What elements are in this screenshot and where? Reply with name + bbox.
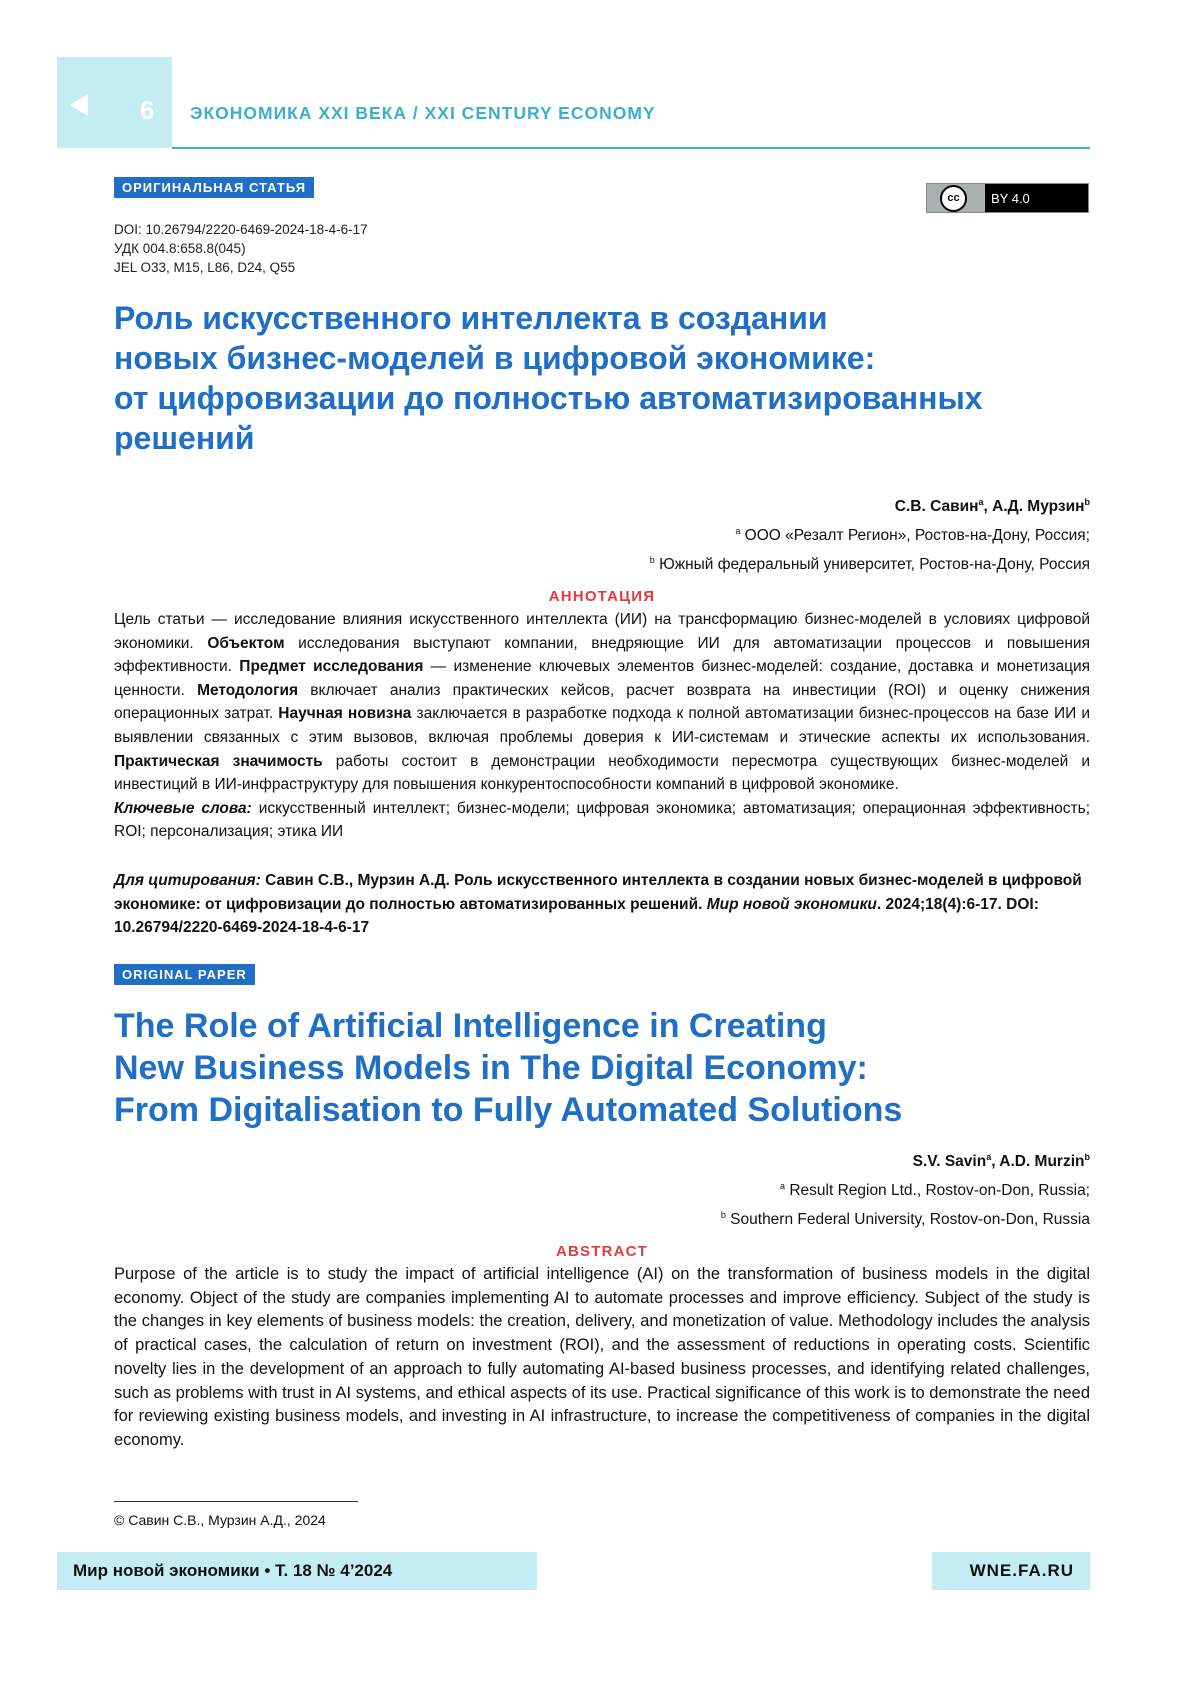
title-en	[114, 1005, 1104, 1131]
header-rule	[172, 147, 1090, 149]
title-en-line: From Digitalisation to Fully Automated Solutions	[114, 1091, 903, 1129]
authors-ru: С.В. Савин$^a$, А.Д. Мурзин$^b$	[894, 497, 1090, 516]
title-en-line: The Role of Artificial Intelligence in Creating	[114, 1007, 827, 1045]
article-type-tag-en: ORIGINAL PAPER	[114, 964, 255, 985]
abstract-ru-text: Цель статьи — исследование влияния искусственного интеллекта (ИИ) на трансформацию бизнес-моделей в условиях цифровой экономики. Объектом исследования выступают компании, внедряющие ИИ для автоматизации процессов и повышения эффективности. Предмет исследования — изменение ключевых элементов бизнес-моделей: создание, доставка и монетизация ценности. Методология включает анализ практических кейсов, расчет возврата на инвестиции (ROI) и оценку снижения операционных затрат. Научная новизна заключается в разработке подхода к полной автоматизации бизнес-процессов на базе ИИ и выявлении связанных с этим вызовов, включая проблемы доверия к ИИ-системам и этические аспекты их использования. Практическая значимость работы состоит в демонстрации необходимости пересмотра существующих бизнес-моделей и инвестиций в ИИ-инфраструктуру для повышения конкурентоспособности компаний в цифровой экономике.	[114, 611, 1091, 794]
journal-title: ЭКОНОМИКА XXI ВЕКА / XXI CENTURY ECONOMY	[190, 103, 656, 123]
cc-license-label: BY 4.0	[991, 191, 1030, 206]
footer-site-link[interactable]: WNE.FA.RU	[969, 1561, 1074, 1580]
footer-issue: Мир новой экономики • Т. 18 № 4’2024	[73, 1561, 393, 1580]
article-type-tag-ru: ОРИГИНАЛЬНАЯ СТАТЬЯ	[114, 177, 314, 198]
affiliation-a-en: $^a$ Result Region Ltd., Rostov-on-Don, Russia;	[780, 1181, 1090, 1200]
title-ru	[114, 298, 1104, 458]
cc-icon: cc	[940, 185, 967, 212]
citation-ru: Для цитирования: Савин С.В., Мурзин А.Д. Роль искусственного интеллекта в создании новых бизнес-моделей в цифровой экономике: от цифровизации до полностью автоматизированных решений. Мир новой экономики. 2024;18(4):6-17. DOI: 10.26794/2220-6469-2024-18-4-6-17	[114, 872, 1082, 937]
title-ru-line: Роль искусственного интеллекта в создании	[114, 300, 828, 336]
doi: DOI: 10.26794/2220-6469-2024-18-4-6-17	[114, 222, 368, 237]
article-meta	[114, 220, 368, 277]
copyright: © Савин С.В., Мурзин А.Д., 2024	[114, 1512, 326, 1528]
footnote-rule	[114, 1501, 358, 1502]
abstract-heading-ru: АННОТАЦИЯ	[548, 588, 656, 605]
keywords-ru: Ключевые слова: искусственный интеллект; бизнес-модели; цифровая экономика; автоматизация; операционная эффективность; ROI; персонализация; этика ИИ	[114, 799, 1091, 841]
title-ru-line: от цифровизации до полностью автоматизированных	[114, 380, 983, 416]
back-arrow-icon[interactable]	[70, 94, 88, 116]
abstract-en: Purpose of the article is to study the impact of artificial intelligence (AI) on the transformation of business models in the digital economy. Object of the study are companies implementing AI to automate processes and improve efficiency. Subject of the study is the changes in key elements of business models: the creation, delivery, and monetization of value. Methodology includes the analysis of practical cases, the calculation of return on investment (ROI), and the assessment of reductions in operating costs. Scientific novelty lies in the development of an approach to fully automating AI-based business processes, and identifying related challenges, such as problems with trust in AI systems, and ethical aspects of its use. Practical significance of this work is to demonstrate the need for reviewing existing business models, and investing in AI infrastructure, to increase the competitiveness of companies in the digital economy.	[114, 1265, 1090, 1449]
footer-journal-bar	[57, 1552, 537, 1590]
title-ru-line: новых бизнес-моделей в цифровой экономике:	[114, 340, 876, 376]
jel: JEL O33, M15, L86, D24, Q55	[114, 260, 296, 275]
title-en-line: New Business Models in The Digital Economy:	[114, 1049, 868, 1087]
cc-license-badge[interactable]	[926, 183, 1089, 213]
abstract-ru	[114, 608, 1090, 844]
title-ru-line: решений	[114, 420, 255, 456]
authors-en: S.V. Savin$^a$, A.D. Murzin$^b$	[912, 1152, 1090, 1171]
page-number: 6	[140, 95, 155, 125]
cc-badge-left	[927, 184, 985, 212]
affiliation-b-ru: $^b$ Южный федеральный университет, Ростов-на-Дону, Россия	[649, 555, 1090, 574]
footer-site-bar[interactable]	[932, 1552, 1090, 1590]
affiliation-b-en: $^b$ Southern Federal University, Rostov-on-Don, Russia	[720, 1210, 1090, 1229]
authors-block-ru	[650, 490, 1090, 577]
udk: УДК 004.8:658.8(045)	[114, 241, 246, 256]
abstract-heading-en: ABSTRACT	[555, 1243, 649, 1260]
authors-block-en	[721, 1145, 1090, 1232]
affiliation-a-ru: $^a$ ООО «Резалт Регион», Ростов-на-Дону, Россия;	[735, 526, 1090, 545]
